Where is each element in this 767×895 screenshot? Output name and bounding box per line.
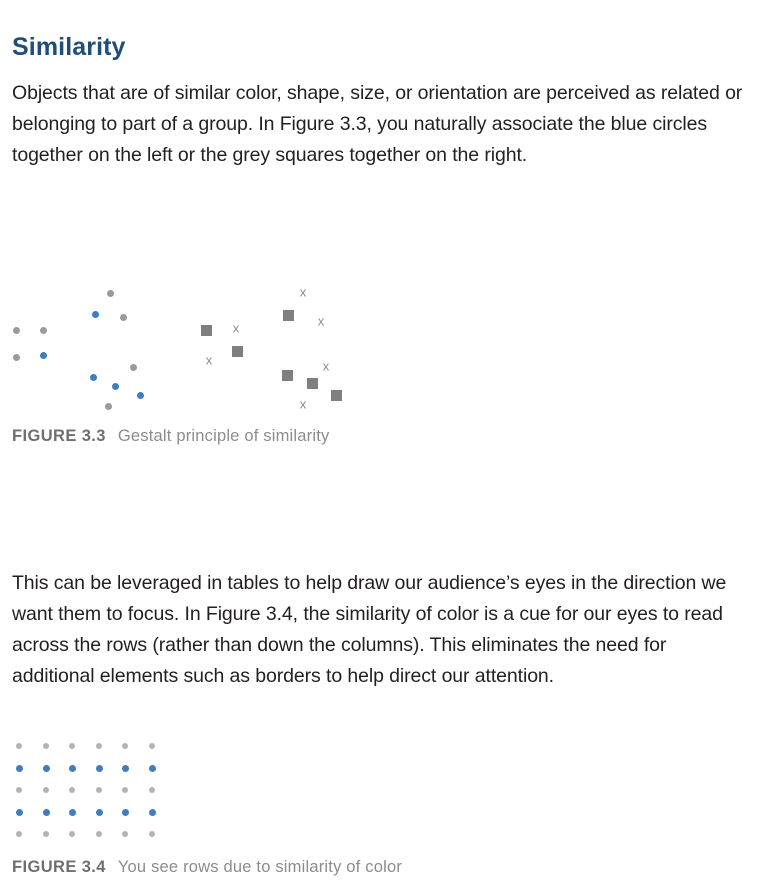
grey-grid-dot bbox=[43, 743, 49, 749]
grey-square bbox=[282, 370, 293, 381]
grey-square bbox=[331, 390, 342, 401]
figure-3-4-caption-text: You see rows due to similarity of color bbox=[117, 858, 403, 876]
paragraph-similarity-intro: Objects that are of similar color, shape, size, or orientation are perceived as related or belonging to part of a group. In Figure 3.3, you naturally associate the blue circles together on the left or the grey squares together on the right. bbox=[12, 81, 743, 166]
blue-grid-dot bbox=[16, 809, 23, 816]
grey-square bbox=[201, 325, 212, 336]
grey-circle bbox=[120, 314, 127, 321]
grey-grid-dot bbox=[69, 787, 75, 793]
grey-grid-dot bbox=[149, 831, 155, 837]
figure-3-3-caption bbox=[12, 427, 329, 446]
blue-grid-dot bbox=[122, 765, 129, 772]
grey-circle bbox=[40, 327, 47, 334]
x-mark: x bbox=[205, 352, 213, 368]
grey-grid-dot bbox=[16, 743, 22, 749]
blue-circle bbox=[90, 374, 97, 381]
blue-circle bbox=[137, 392, 144, 399]
page-title: Similarity bbox=[12, 32, 126, 61]
blue-circle bbox=[112, 383, 119, 390]
paragraph-similarity-tables: This can be leveraged in tables to help draw our audience’s eyes in the direction we want them to focus. In Figure 3.4, the similarity of color is a cue for our eyes to read across the rows (rather than down the columns). This eliminates the need for additional elements such as borders to help direct our attention. bbox=[12, 571, 727, 687]
blue-circle bbox=[40, 352, 47, 359]
figure-3-4-caption bbox=[12, 858, 402, 877]
blue-grid-dot bbox=[43, 765, 50, 772]
blue-grid-dot bbox=[149, 765, 156, 772]
grey-circle bbox=[130, 364, 137, 371]
x-mark: x bbox=[322, 358, 330, 374]
figure-3-4-label: FIGURE 3.4 bbox=[12, 858, 106, 876]
grey-grid-dot bbox=[43, 787, 49, 793]
figure-3-3-graphic bbox=[0, 275, 400, 410]
figure-3-4-graphic bbox=[0, 735, 220, 845]
figure-3-3-caption-text: Gestalt principle of similarity bbox=[117, 427, 330, 445]
grey-grid-dot bbox=[16, 787, 22, 793]
x-mark: x bbox=[299, 396, 307, 412]
blue-circle bbox=[92, 311, 99, 318]
x-mark: x bbox=[232, 320, 240, 336]
blue-grid-dot bbox=[43, 809, 50, 816]
blue-grid-dot bbox=[96, 809, 103, 816]
figure-3-3-label: FIGURE 3.3 bbox=[12, 427, 106, 445]
blue-grid-dot bbox=[122, 809, 129, 816]
grey-grid-dot bbox=[96, 831, 102, 837]
grey-grid-dot bbox=[122, 787, 128, 793]
blue-grid-dot bbox=[69, 765, 76, 772]
grey-grid-dot bbox=[16, 831, 22, 837]
grey-circle bbox=[107, 290, 114, 297]
blue-grid-dot bbox=[16, 765, 23, 772]
grey-grid-dot bbox=[96, 787, 102, 793]
x-mark: x bbox=[299, 284, 307, 300]
grey-circle bbox=[13, 327, 20, 334]
grey-grid-dot bbox=[69, 743, 75, 749]
blue-grid-dot bbox=[96, 765, 103, 772]
grey-circle bbox=[13, 354, 20, 361]
blue-grid-dot bbox=[149, 809, 156, 816]
grey-circle bbox=[105, 403, 112, 410]
x-mark: x bbox=[317, 313, 325, 329]
grey-grid-dot bbox=[69, 831, 75, 837]
blue-grid-dot bbox=[69, 809, 76, 816]
grey-square bbox=[307, 378, 318, 389]
grey-grid-dot bbox=[149, 787, 155, 793]
grey-grid-dot bbox=[43, 831, 49, 837]
grey-grid-dot bbox=[122, 743, 128, 749]
grey-grid-dot bbox=[122, 831, 128, 837]
grey-square bbox=[283, 310, 294, 321]
grey-grid-dot bbox=[96, 743, 102, 749]
grey-grid-dot bbox=[149, 743, 155, 749]
grey-square bbox=[232, 346, 243, 357]
